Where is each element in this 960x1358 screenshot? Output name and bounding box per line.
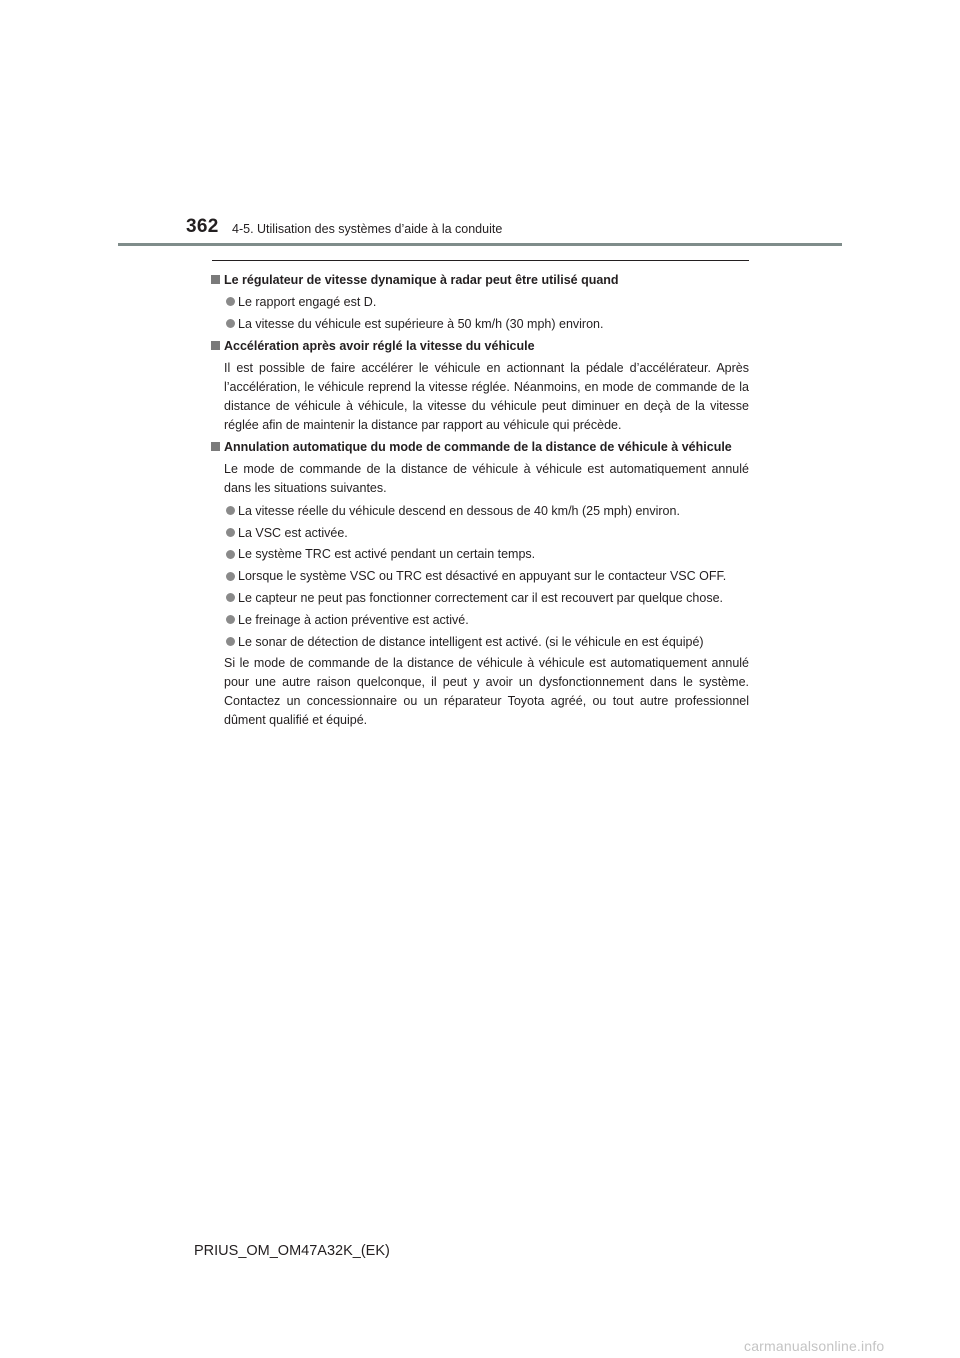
square-bullet-icon [211, 275, 220, 284]
list-item [208, 524, 749, 543]
list-item-text: La VSC est activée. [238, 525, 348, 540]
circle-bullet-icon [226, 593, 235, 602]
section-heading [208, 337, 749, 356]
section-heading-text: Le régulateur de vitesse dynamique à radar peut être utilisé quand [224, 273, 619, 287]
list-item-text: Le freinage à action préventive est activé. [238, 612, 469, 627]
list-item-text: Le rapport engagé est D. [238, 294, 377, 309]
section-heading-text: Annulation automatique du mode de commande de la distance de véhicule à véhicule [224, 440, 732, 455]
paragraph-outro: Si le mode de commande de la distance de véhicule à véhicule est automatiquement annulé pour une autre raison quelconque, il peut y avoir un dysfonctionnement dans le système. Contactez un concessionnaire ou un réparateur Toyota agréé, ou tout autre professionnel dûment qualifié et équipé. [224, 656, 749, 727]
circle-bullet-icon [226, 637, 235, 646]
list-item-text: Lorsque le système VSC ou TRC est désactivé en appuyant sur le contacteur VSC OFF. [238, 569, 727, 584]
list-item-text: La vitesse réelle du véhicule descend en dessous de 40 km/h (25 mph) environ. [238, 503, 680, 518]
list-item [208, 567, 749, 586]
circle-bullet-icon [226, 319, 235, 328]
circle-bullet-icon [226, 572, 235, 581]
section-automatic-cancellation [208, 438, 749, 729]
chapter-title: 4-5. Utilisation des systèmes d’aide à la conduite [232, 222, 503, 236]
page-number: 362 [186, 216, 219, 237]
circle-bullet-icon [226, 297, 235, 306]
list-item-text: La vitesse du véhicule est supérieure à 50 km/h (30 mph) environ. [238, 316, 604, 331]
paragraph-intro: Le mode de commande de la distance de véhicule à véhicule est automatiquement annulé dans les situations suivantes. [224, 462, 749, 495]
list-item-text: Le capteur ne peut pas fonctionner correctement car il est recouvert par quelque chose. [238, 590, 724, 605]
list-item [208, 545, 749, 564]
circle-bullet-icon [226, 506, 235, 515]
square-bullet-icon [211, 442, 220, 451]
watermark: carmanualsonline.info [744, 1338, 885, 1354]
list-item-text: Le système TRC est activé pendant un certain temps. [238, 547, 536, 562]
list-item [208, 589, 749, 608]
section-heading [208, 271, 749, 290]
circle-bullet-icon [226, 615, 235, 624]
circle-bullet-icon [226, 528, 235, 537]
list-item [208, 502, 749, 521]
section-heading-text: Accélération après avoir réglé la vitesse du véhicule [224, 339, 535, 354]
content-divider [212, 260, 749, 261]
square-bullet-icon [211, 341, 220, 350]
document-code: PRIUS_OM_OM47A32K_(EK) [194, 1243, 390, 1259]
list-item-text: Le sonar de détection de distance intelligent est activé. (si le véhicule en est équipé) [238, 634, 704, 649]
header-divider [118, 243, 842, 246]
section-heading [208, 438, 749, 457]
circle-bullet-icon [226, 550, 235, 559]
list-item [208, 293, 749, 312]
paragraph: Il est possible de faire accélérer le véhicule en actionnant la pédale d’accélérateur. Après l’accélération, le véhicule reprend la vitesse réglée. Néanmoins, en mode de commande de la distance de véhicule à véhicule, la vitesse du véhicule peut diminuer en deçà de la vitesse réglée afin de maintenir la distance par rapport au véhicule qui précède. [224, 361, 749, 432]
list-item [208, 633, 749, 652]
section-acceleration [208, 337, 749, 434]
section-usage-conditions [208, 271, 749, 333]
list-item [208, 315, 749, 334]
list-item [208, 611, 749, 630]
page-content [208, 267, 749, 734]
